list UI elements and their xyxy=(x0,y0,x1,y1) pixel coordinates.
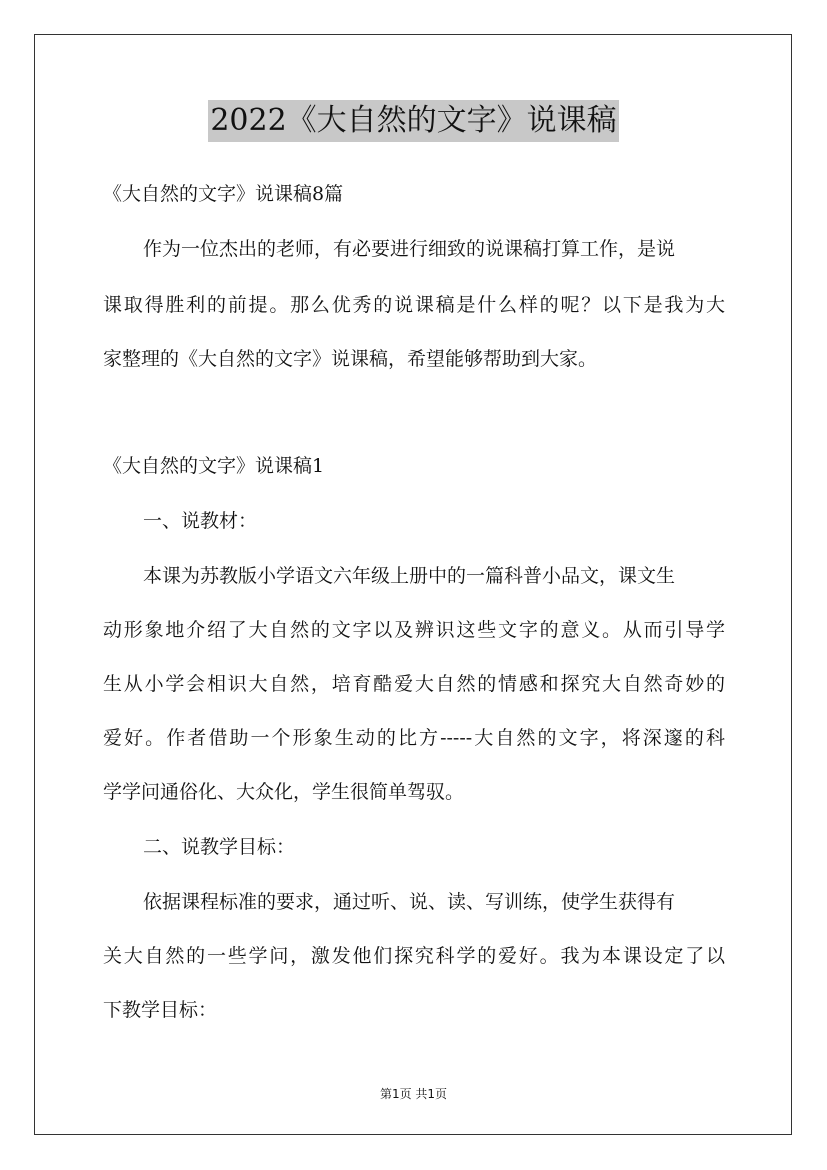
intro-line-2: 课取得胜利的前提。那么优秀的说课稿是什么样的呢？以下是我为大 xyxy=(103,294,725,316)
part1-line-4: 爱好。作者借助一个形象生动的比方-----大自然的文字，将深邃的科 xyxy=(103,727,725,749)
page-title: 2022《大自然的文字》说课稿 xyxy=(208,100,618,142)
title-container xyxy=(0,100,827,142)
part1-line-2: 动形象地介绍了大自然的文字以及辨识这些文字的意义。从而引导学 xyxy=(103,619,725,641)
part1-heading: 一、说教材： xyxy=(143,510,258,532)
intro-line-1: 作为一位杰出的老师，有必要进行细致的说课稿打算工作，是说 xyxy=(143,238,676,260)
intro-line-3: 家整理的《大自然的文字》说课稿，希望能够帮助到大家。 xyxy=(103,348,598,370)
part1-line-5: 学学问通俗化、大众化，学生很简单驾驭。 xyxy=(103,781,465,803)
part2-line-1: 依据课程标准的要求，通过听、说、读、写训练，使学生获得有 xyxy=(143,891,676,913)
section-heading: 《大自然的文字》说课稿1 xyxy=(103,455,325,477)
part2-line-2: 关大自然的一些学问，激发他们探究科学的爱好。我为本课设定了以 xyxy=(103,945,725,967)
document-subtitle: 《大自然的文字》说课稿8篇 xyxy=(103,183,344,205)
part2-line-3: 下教学目标： xyxy=(103,999,218,1021)
part1-line-3: 生从小学会相识大自然，培育酷爱大自然的情感和探究大自然奇妙的 xyxy=(103,673,725,695)
part2-heading: 二、说教学目标： xyxy=(143,836,296,858)
page-number: 第1页 共1页 xyxy=(379,1087,448,1101)
part1-line-1: 本课为苏教版小学语文六年级上册中的一篇科普小品文，课文生 xyxy=(143,565,676,587)
